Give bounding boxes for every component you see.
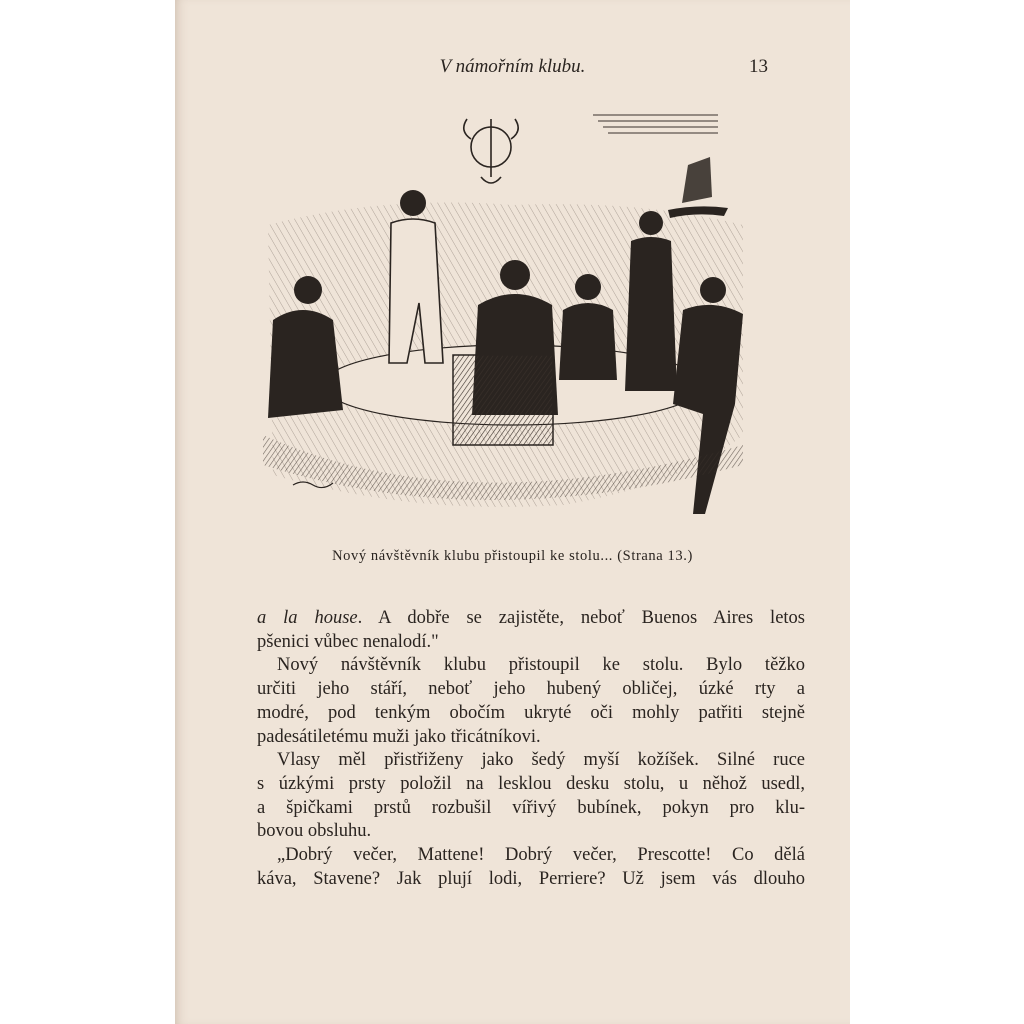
text-line: Vlasy měl přistřiženy jako šedý myší kožíšek. Silné ruce (277, 750, 805, 771)
text-line (257, 607, 805, 631)
text-line: káva, Stavene? Jak plují lodi, Perriere? Už jsem vás dlouho (257, 868, 805, 889)
illustration-club-meeting (263, 105, 753, 530)
running-header: V námořním klubu. (439, 56, 586, 77)
text-line: Nový návštěvník klubu přistoupil ke stolu. Bylo těžko (277, 655, 805, 676)
text-line: modré, pod tenkým obočím ukryté oči mohly patřiti stejně (257, 702, 805, 723)
text-line: a špičkami prstů rozbušil vířivý bubínek, pokyn pro klu- (257, 797, 805, 818)
italic-text: a la house (257, 608, 358, 628)
body-text (257, 607, 805, 891)
text-line: bovou obsluhu. (257, 821, 372, 842)
text-span: . A dobře se zajistěte, neboť Buenos Aires letos (357, 608, 806, 628)
text-line: padesátiletému muži jako třicátníkovi. (257, 726, 541, 747)
text-line: pšenici vůbec nenalodí." (257, 631, 439, 652)
text-line: „Dobrý večer, Mattene! Dobrý večer, Prescotte! Co dělá (277, 845, 805, 866)
illustration-caption: Nový návštěvník klubu přistoupil ke stolu... (Strana 13.) (332, 548, 693, 564)
page-number: 13 (749, 56, 768, 77)
book-page (175, 0, 850, 1024)
text-line: určiti jeho stáří, neboť jeho hubený obličej, úzké rty a (257, 679, 805, 700)
text-line: s úzkými prsty položil na lesklou desku stolu, u něhož usedl, (257, 773, 805, 794)
